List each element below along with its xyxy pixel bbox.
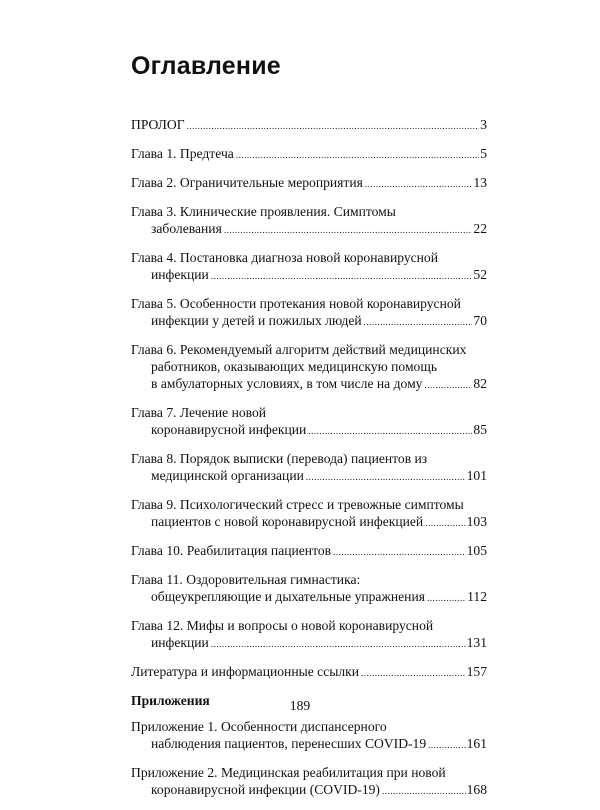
toc-entry[interactable] <box>131 617 487 653</box>
dot-leader <box>361 665 466 682</box>
toc-entry-title: коронавирусной инфекции <box>151 422 307 437</box>
toc-entry-title: инфекции <box>151 267 209 282</box>
toc-entry-title-line: Глава 4. Постановка диагноза новой коронавирусной <box>131 250 439 265</box>
toc-page-number: 101 <box>466 468 487 483</box>
page-title: Оглавление <box>131 52 281 80</box>
toc-entry-title: коронавирусной инфекции (COVID-19) <box>151 782 380 797</box>
toc-entry-title: Литература и информационные ссылки <box>131 664 360 679</box>
toc-entry-title: инфекции <box>151 635 209 650</box>
toc-entry[interactable] <box>131 764 487 800</box>
toc-entry[interactable] <box>131 571 487 607</box>
toc-page-number: 85 <box>473 422 487 437</box>
dot-leader <box>236 147 479 164</box>
toc-entry-leader-line <box>131 513 487 532</box>
toc-entry-title-line: Приложение 1. Особенности диспансерного <box>131 719 387 734</box>
toc-entry-title-line: Глава 7. Лечение новой <box>131 405 267 420</box>
toc-entry[interactable] <box>131 341 487 394</box>
dot-leader <box>364 314 473 331</box>
toc-page-number: 22 <box>473 221 487 236</box>
toc-entry[interactable] <box>131 404 487 440</box>
toc-entry-title-line: Глава 9. Психологический стресс и тревожные симптомы <box>131 497 464 512</box>
toc-entry-title: инфекции у детей и пожилых людей <box>151 313 362 328</box>
dot-leader <box>427 590 466 607</box>
toc-entry-leader-line <box>131 116 487 135</box>
toc-entry-title-line: Глава 3. Клинические проявления. Симптомы <box>131 204 396 219</box>
toc-page-number: 3 <box>480 117 487 132</box>
toc-entry-title-line: Глава 11. Оздоровительная гимнастика: <box>131 572 361 587</box>
toc-entry-title-line: Глава 8. Порядок выписки (перевода) пациентов из <box>131 451 428 466</box>
toc-page-number: 131 <box>466 635 487 650</box>
toc-entry[interactable] <box>131 203 487 239</box>
toc-entry-leader-line <box>131 375 487 394</box>
toc-entry-leader-line <box>131 781 487 800</box>
toc-entry[interactable] <box>131 542 487 561</box>
dot-leader <box>333 544 466 561</box>
dot-leader <box>211 268 473 285</box>
dot-leader <box>382 783 466 800</box>
toc-entry-leader-line <box>131 663 487 682</box>
toc-chapter-list <box>131 116 487 682</box>
toc-entry-leader-line <box>131 145 487 164</box>
toc-entry-leader-line <box>131 421 487 440</box>
toc-entry-leader-line <box>131 542 487 561</box>
toc-entry[interactable] <box>131 496 487 532</box>
toc-entry-title-line: Приложение 2. Медицинская реабилитация при новой <box>131 765 446 780</box>
dot-leader <box>308 423 472 440</box>
toc-entry-title: Глава 1. Предтеча <box>131 146 234 161</box>
toc-entry-leader-line <box>131 735 487 754</box>
toc-appendix-list <box>131 718 487 800</box>
toc-entry-title: медицинской организации <box>151 468 304 483</box>
dot-leader <box>211 636 466 653</box>
toc-page-number: 82 <box>473 376 487 391</box>
toc-entry-title: в амбулаторных условиях, в том числе на дому <box>151 376 423 391</box>
page-number: 189 <box>289 698 311 713</box>
toc-entry-title-line: работников, оказывающих медицинскую помощь <box>151 359 438 374</box>
toc-entry-leader-line <box>131 588 487 607</box>
toc-entry[interactable] <box>131 718 487 754</box>
toc-entry-leader-line <box>131 634 487 653</box>
toc-page-number: 52 <box>473 267 487 282</box>
appendix-heading: Приложения <box>131 693 210 708</box>
toc-entry[interactable] <box>131 116 487 135</box>
toc-entry[interactable] <box>131 249 487 285</box>
dot-leader <box>428 737 465 754</box>
toc-entry-title: общеукрепляющие и дыхательные упражнения <box>151 589 425 604</box>
toc-entry-leader-line <box>131 220 487 239</box>
toc-entry[interactable] <box>131 663 487 682</box>
toc-entry-title: ПРОЛОГ <box>131 117 185 132</box>
dot-leader <box>424 377 472 394</box>
toc-entry-title: Глава 10. Реабилитация пациентов <box>131 543 332 558</box>
dot-leader <box>365 176 473 193</box>
toc-entry-title-line: Глава 6. Рекомендуемый алгоритм действий медицинских <box>131 342 467 357</box>
toc-page-number: 157 <box>466 664 487 679</box>
toc-entry[interactable] <box>131 145 487 164</box>
toc-page-number: 70 <box>473 313 487 328</box>
toc-page-number: 168 <box>466 782 487 797</box>
toc-page-number: 5 <box>480 146 487 161</box>
toc-entry[interactable] <box>131 174 487 193</box>
toc-page-number: 13 <box>473 175 487 190</box>
toc-entry-title: Глава 2. Ограничительные мероприятия <box>131 175 363 190</box>
toc-entry-title-line: Глава 12. Мифы и вопросы о новой коронавирусной <box>131 618 434 633</box>
dot-leader <box>425 515 465 532</box>
toc-entry-title: заболевания <box>151 221 222 236</box>
dot-leader <box>224 222 473 239</box>
toc-entry-leader-line <box>131 312 487 331</box>
dot-leader <box>306 469 466 486</box>
toc-page-number: 112 <box>467 589 487 604</box>
toc-entry-leader-line <box>131 266 487 285</box>
dot-leader <box>187 118 480 135</box>
toc-entry-title: пациентов с новой коронавирусной инфекцией <box>151 514 424 529</box>
toc-entry[interactable] <box>131 295 487 331</box>
toc-page-number: 103 <box>466 514 487 529</box>
toc-entry-leader-line <box>131 174 487 193</box>
toc-entry-title-line: Глава 5. Особенности протекания новой коронавирусной <box>131 296 461 311</box>
toc-page-number: 105 <box>466 543 487 558</box>
toc-entry-leader-line <box>131 467 487 486</box>
toc-entry[interactable] <box>131 450 487 486</box>
toc-page-number: 161 <box>466 736 487 751</box>
toc-entry-title: наблюдения пациентов, перенесших COVID-19 <box>151 736 427 751</box>
